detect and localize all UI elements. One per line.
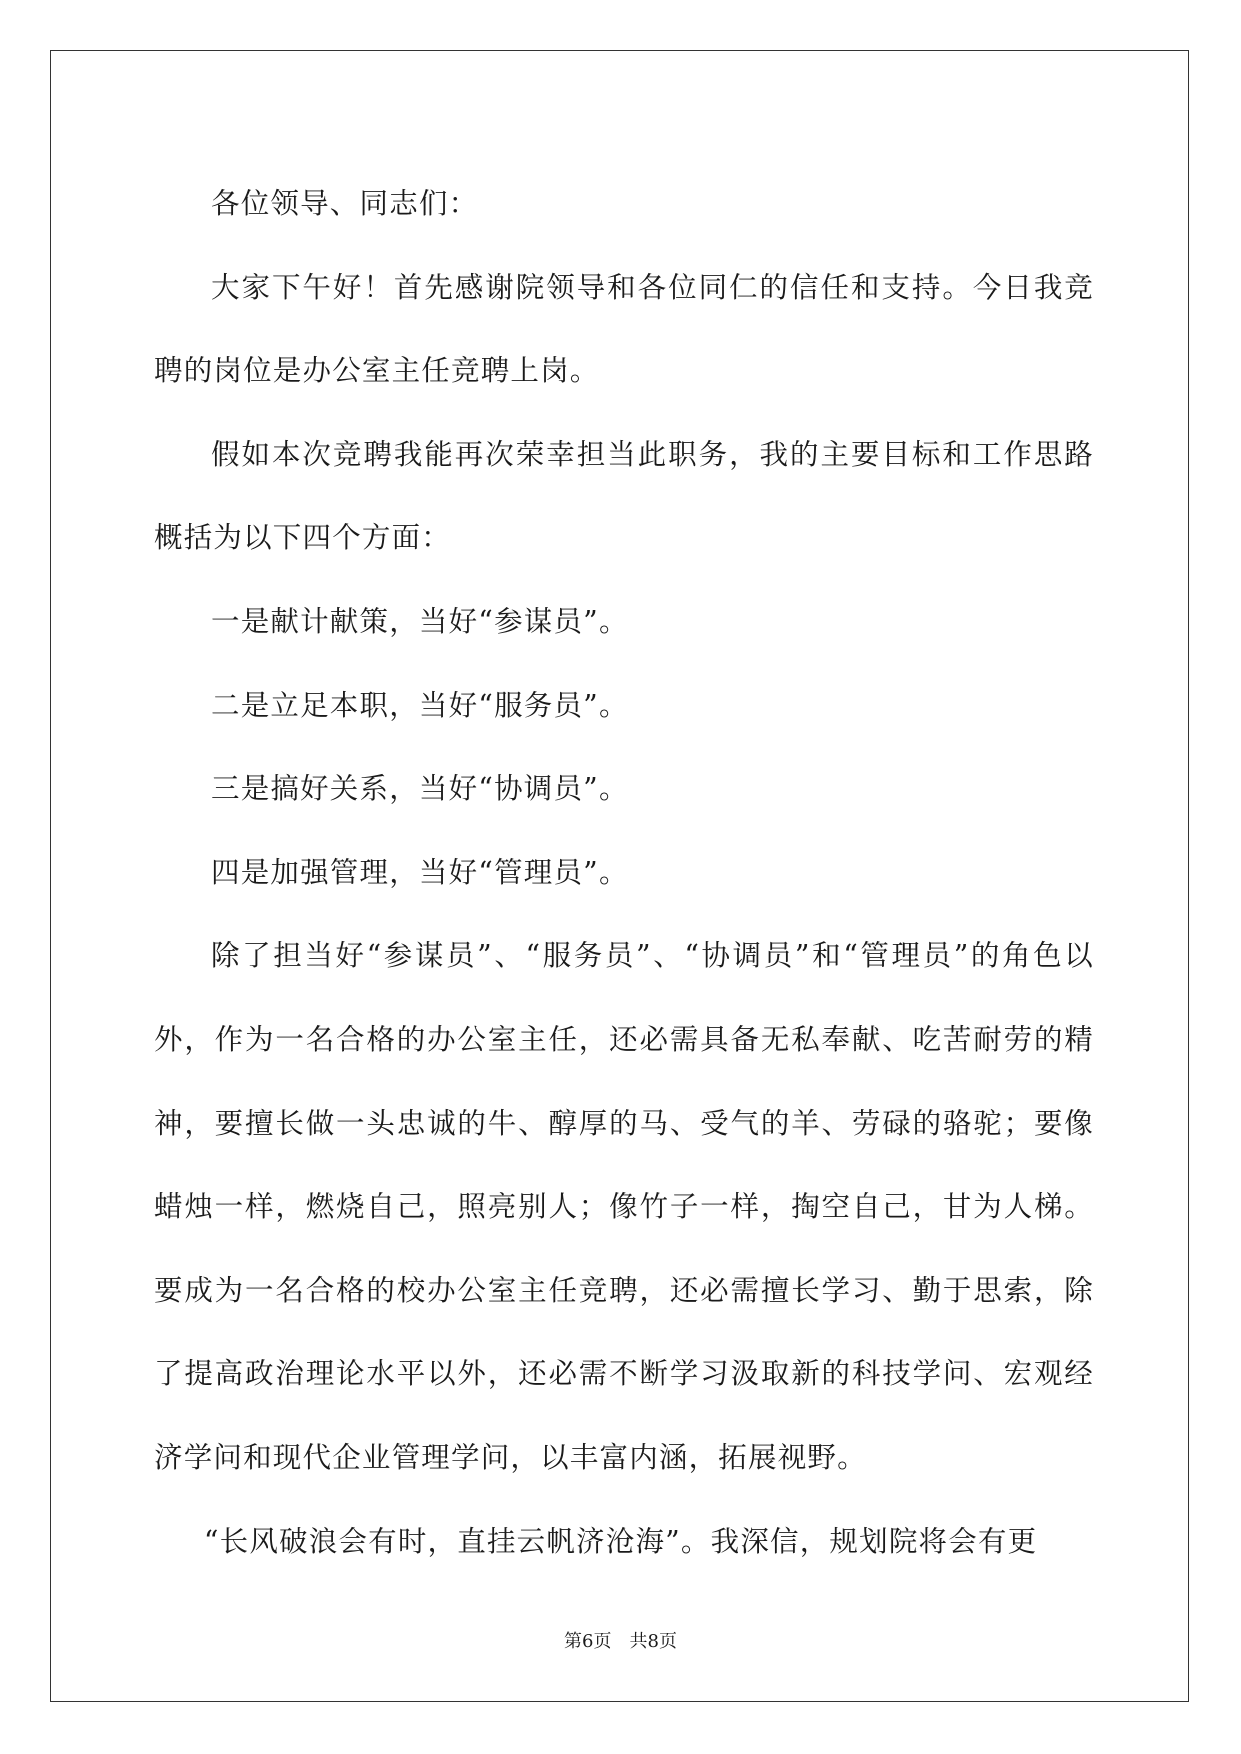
paragraph-point-4: 四是加强管理，当好“管理员”。 [211,855,629,889]
total-page-count: 共8页 [629,1631,677,1652]
paragraph-greeting: 大家下午好！首先感谢院领导和各位同仁的信任和支持。今日我竞聘的岗位是办公室主任竞聘上岗。 [154,270,1094,388]
paragraph-goals-intro: 假如本次竞聘我能再次荣幸担当此职务，我的主要目标和工作思路概括为以下四个方面： [154,437,1094,555]
paragraph-point-2: 二是立足本职，当好“服务员”。 [211,688,629,722]
paragraph-closing-quote: “长风破浪会有时，直挂云帆济沧海”。我深信，规划院将会有更 [203,1524,1038,1558]
salutation: 各位领导、同志们： [211,187,479,220]
current-page-number: 第6页 [564,1631,612,1652]
paragraph-role-description: 除了担当好“参谋员”、“服务员”、“协调员”和“管理员”的角色以外，作为一名合格的办公室主任，还必需具备无私奉献、吃苦耐劳的精神，要擅长做一头忠诚的牛、醇厚的马、受气的羊、劳碌的骆驼；要像蜡烛一样，燃烧自己，照亮别人；像竹子一样，掏空自己，甘为人梯。要成为一名合格的校办公室主任竞聘，还必需擅长学习、勤于思索，除了提高政治理论水平以外，还必需不断学习汲取新的科技学问、宏观经济学问和现代企业管理学问，以丰富内涵，拓展视野。 [154,939,1094,1474]
document-body [154,162,1094,1583]
page-footer [0,1630,1241,1654]
paragraph-point-1: 一是献计献策，当好“参谋员”。 [211,604,629,638]
paragraph-point-3: 三是搞好关系，当好“协调员”。 [211,772,629,806]
